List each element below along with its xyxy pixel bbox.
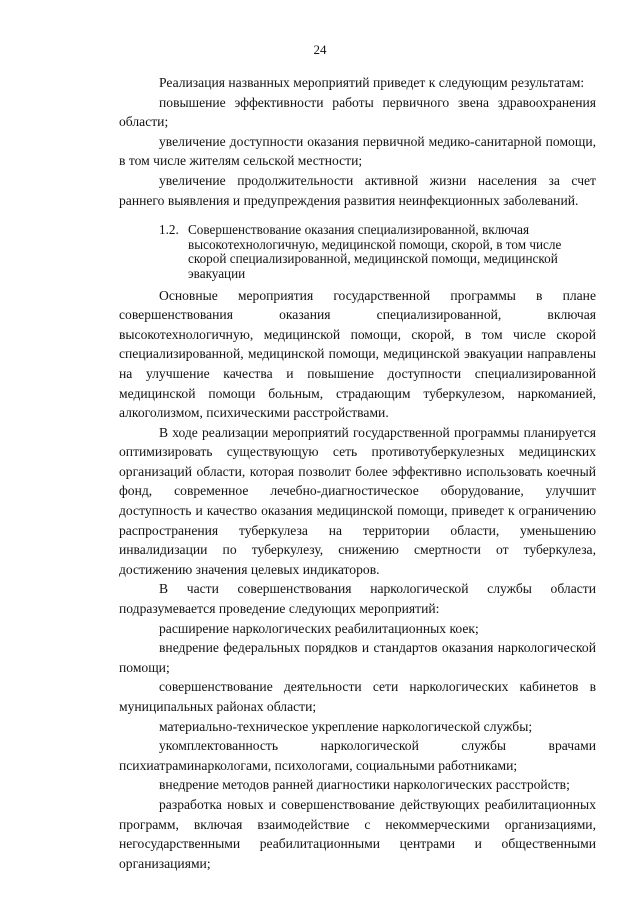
section-title: Совершенствование оказания специализированной, включая высокотехнологичную, медицинской помощи, скорой, в том числе скорой специализированной, медицинской помощи, медицинской эвакуации [188, 222, 562, 281]
section-heading [119, 223, 596, 281]
measure-item: внедрение методов ранней диагностики наркологических расстройств; [159, 777, 570, 793]
measure-item: материально-техническое укрепление наркологической службы; [159, 718, 533, 734]
measure-item: разработка новых и совершенствование действующих реабилитационных программ, включая взаимодействие с некоммерческими организациями, негосударственными реабилитационными центрами и общественными организациями; [119, 796, 596, 871]
measure-item: внедрение федеральных порядков и стандартов оказания наркологической помощи; [119, 640, 596, 675]
page-number: 24 [313, 42, 327, 57]
result-item: увеличение доступности оказания первичной медико-санитарной помощи, в том числе жителям сельской местности; [119, 133, 596, 169]
results-lead: Реализация названных мероприятий приведет к следующим результатам: [159, 75, 585, 90]
result-item: повышение эффективности работы первичного звена здравоохранения области; [119, 94, 596, 130]
result-item: увеличение продолжительности активной жизни населения за счет раннего выявления и предупреждения развития неинфекционных заболеваний. [119, 172, 596, 208]
measure-item: совершенствование деятельности сети наркологических кабинетов в муниципальных районах области; [119, 679, 596, 714]
body-paragraph: В ходе реализации мероприятий государственной программы планируется оптимизировать существующую сеть противотуберкулезных медицинских организаций области, которая позволит более эффективно использовать коечный фонд, современное лечебно-диагностическое оборудование, улучшит доступность и качество оказания медицинской помощи, приведет к ограничению распространения туберкулеза на территории области, уменьшению инвалидизации по туберкулезу, снижению смертности от туберкулеза, достижению значения целевых индикаторов. [119, 424, 596, 577]
body-paragraph: Основные мероприятия государственной программы в плане совершенствования оказания специализированной, включая высокотехнологичную, медицинской помощи, скорой, в том числе скорой специализированной, медицинской помощи, медицинской эвакуации направлены на улучшение качества и повышение доступности специализированной медицинской помощи больным, страдающим туберкулезом, наркоманией, алкоголизмом, психическими расстройствами. [119, 287, 596, 421]
document-body [119, 73, 596, 873]
measure-item: укомплектованность наркологической службы врачами психиатраминаркологами, психологами, социальными работниками; [119, 738, 596, 773]
measure-item: расширение наркологических реабилитационных коек; [159, 620, 479, 636]
body-paragraph: В части совершенствования наркологической службы области подразумевается проведение следующих мероприятий: [119, 581, 596, 617]
section-number: 1.2. [159, 222, 179, 238]
